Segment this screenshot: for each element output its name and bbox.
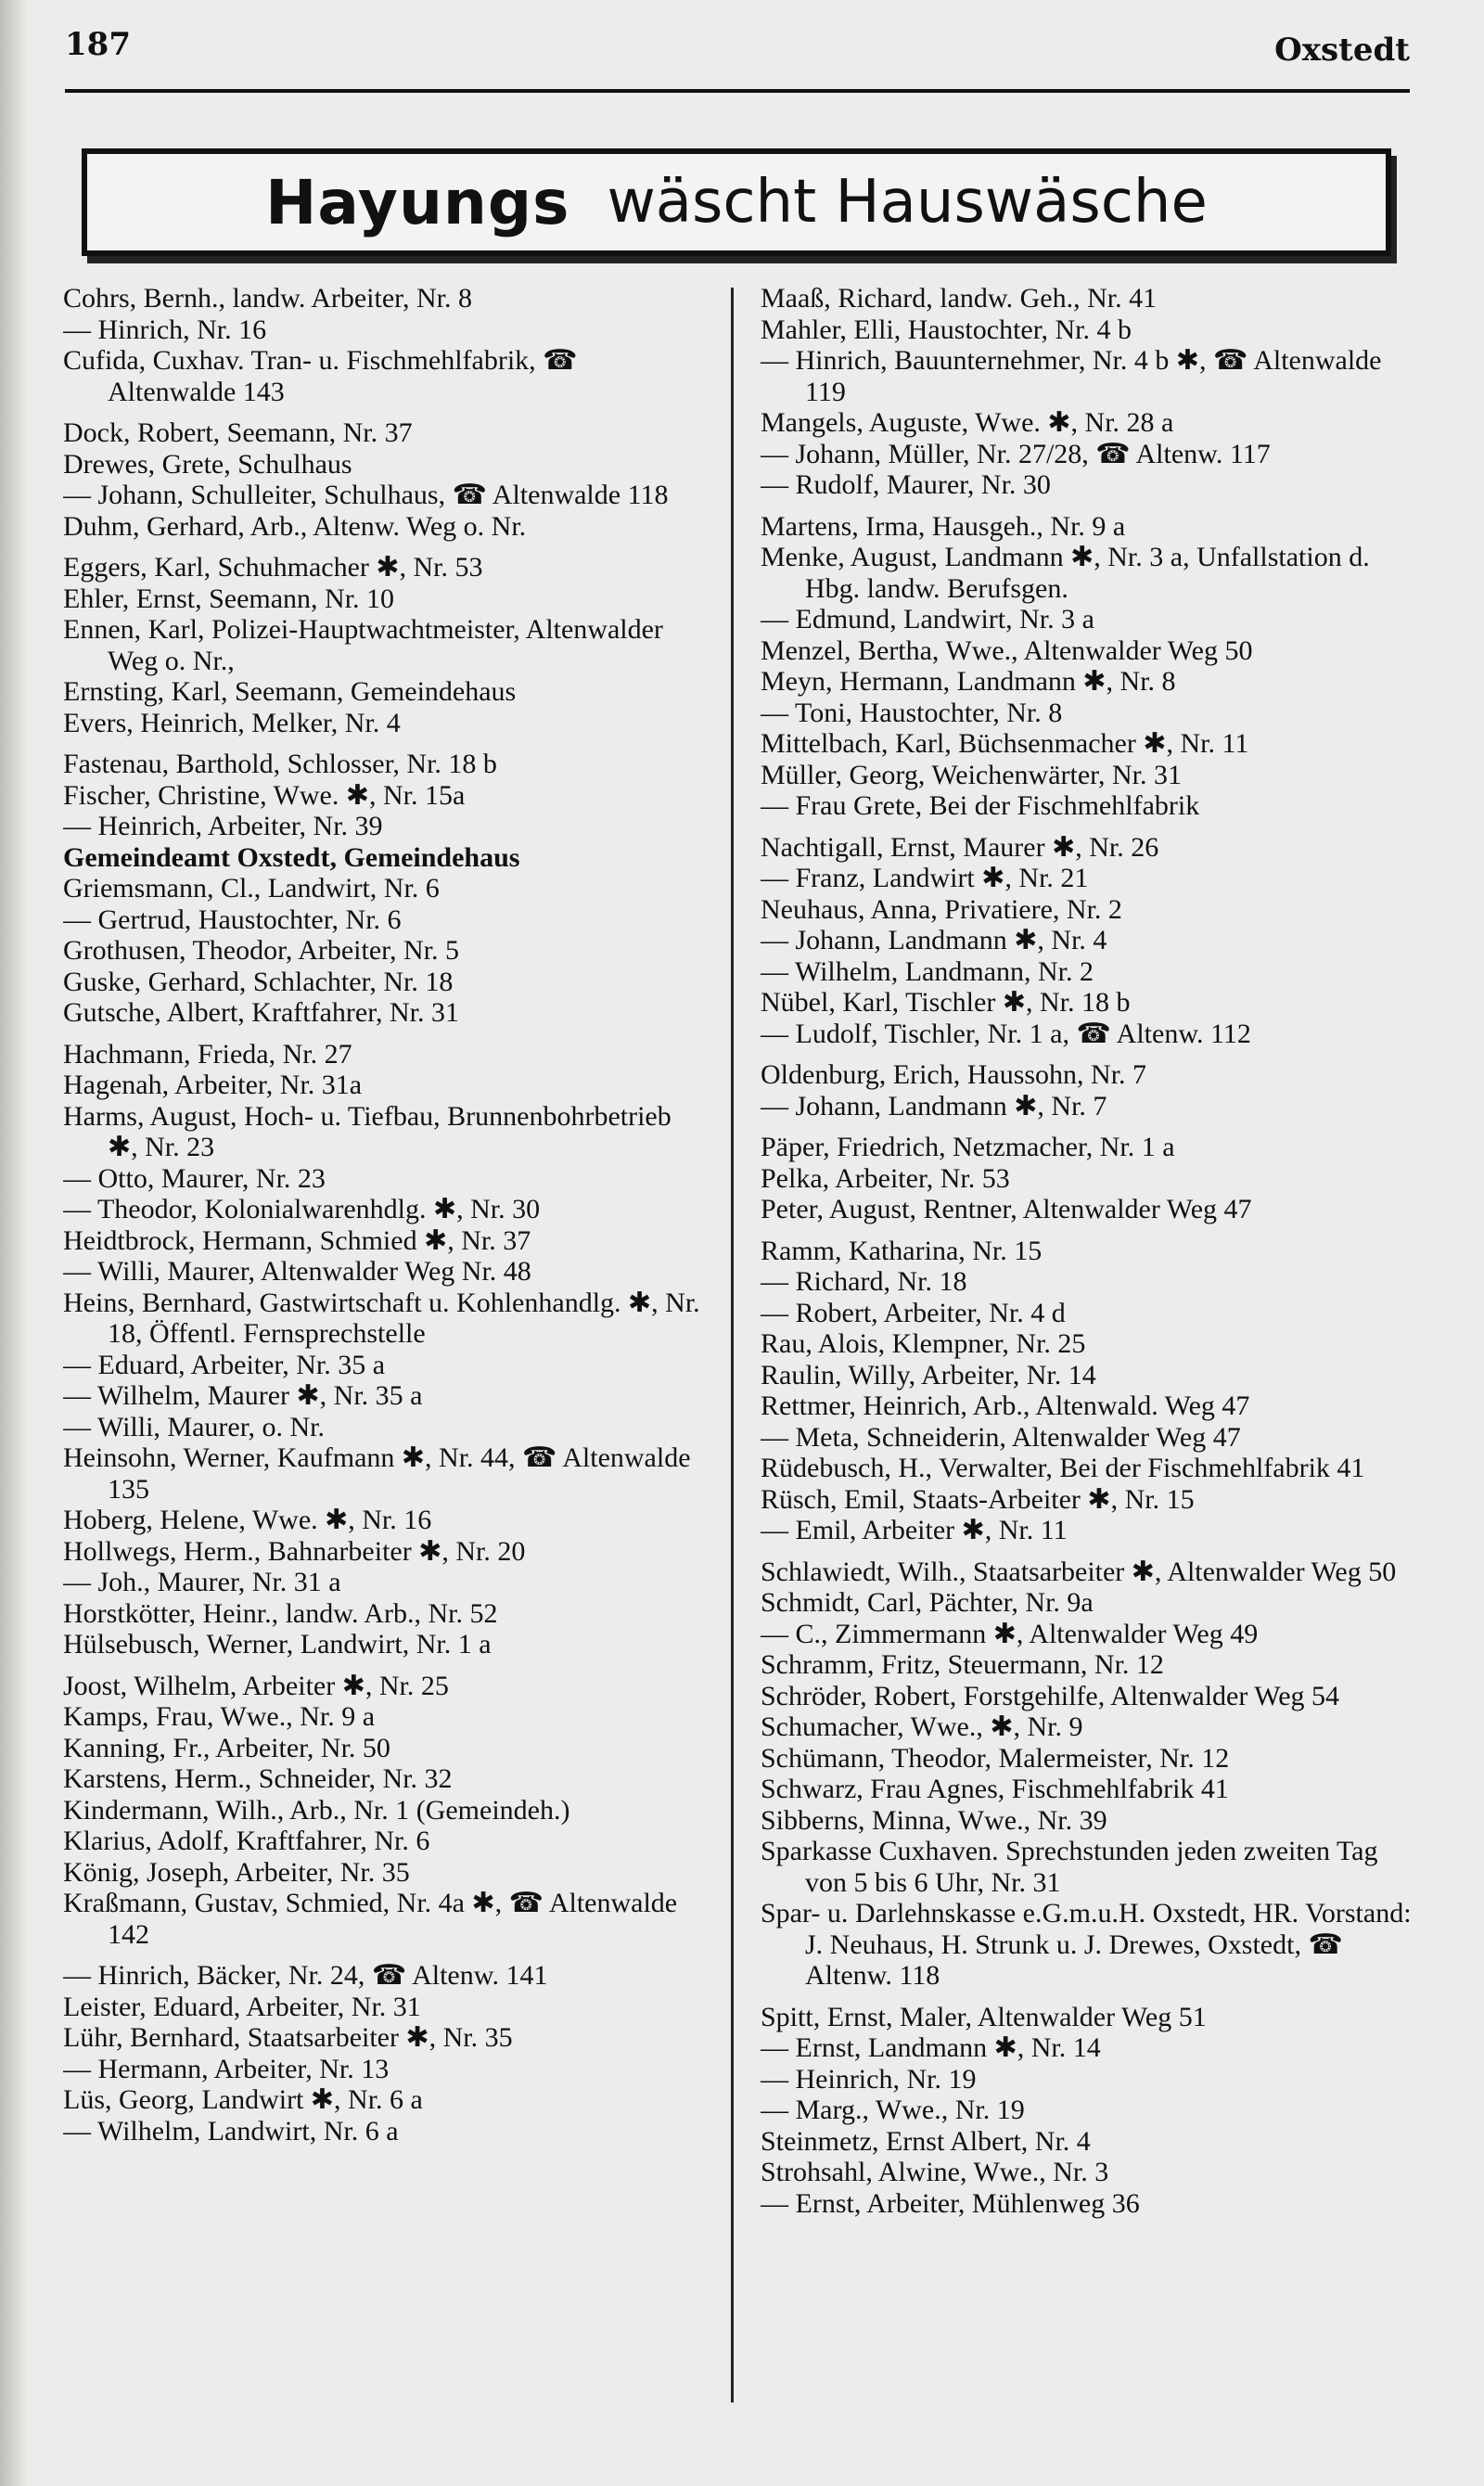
directory-entry: Hollwegs, Herm., Bahnarbeiter ✱, Nr. 20 — [63, 1535, 526, 1567]
directory-entry: Mittelbach, Karl, Büchsenmacher ✱, Nr. 11 — [761, 728, 1249, 759]
directory-entry: Guske, Gerhard, Schlachter, Nr. 18 — [63, 966, 454, 997]
directory-entry: — Hinrich, Bauunternehmer, Nr. 4 b ✱, ☎ Altenwalde 119 — [761, 345, 1382, 407]
directory-entry: — Wilhelm, Maurer ✱, Nr. 35 a — [63, 1380, 423, 1411]
directory-entry: Schramm, Fritz, Steuermann, Nr. 12 — [761, 1649, 1164, 1680]
directory-entry: Harms, August, Hoch- u. Tiefbau, Brunnenbohrbetrieb ✱, Nr. 23 — [63, 1100, 672, 1162]
directory-entry: — Johann, Müller, Nr. 27/28, ☎ Altenw. 117 — [761, 438, 1271, 469]
directory-entry: Kraßmann, Gustav, Schmied, Nr. 4a ✱, ☎ Altenwalde 142 — [63, 1888, 678, 1950]
directory-entry: Mangels, Auguste, Wwe. ✱, Nr. 28 a — [761, 407, 1174, 438]
directory-entry: — Willi, Maurer, o. Nr. — [63, 1411, 325, 1442]
directory-entry: Spar- u. Darlehnskasse e.G.m.u.H. Oxstedt, HR. Vorstand: J. Neuhaus, H. Strunk u. J. Drewes, Oxstedt, ☎ Altenw. 118 — [761, 1898, 1412, 1991]
directory-entry: — Franz, Landwirt ✱, Nr. 21 — [761, 863, 1089, 893]
advertisement-banner — [82, 148, 1391, 256]
directory-entry: Ernsting, Karl, Seemann, Gemeindehaus — [63, 676, 517, 707]
directory-entry: Lühr, Bernhard, Staatsarbeiter ✱, Nr. 35 — [63, 2022, 513, 2053]
directory-entry: — Heinrich, Arbeiter, Nr. 39 — [63, 811, 383, 841]
directory-entry: Hachmann, Frieda, Nr. 27 — [63, 1038, 352, 1070]
directory-entry: — Joh., Maurer, Nr. 31 a — [63, 1567, 341, 1597]
directory-entry: Schwarz, Frau Agnes, Fischmehlfabrik 41 — [761, 1774, 1229, 1804]
directory-entry: — Meta, Schneiderin, Altenwalder Weg 47 — [761, 1421, 1241, 1453]
directory-entry: Griemsmann, Cl., Landwirt, Nr. 6 — [63, 873, 440, 903]
directory-entry: Mahler, Elli, Haustochter, Nr. 4 b — [761, 314, 1132, 345]
directory-entry: — Robert, Arbeiter, Nr. 4 d — [761, 1297, 1066, 1328]
directory-entry: Müller, Georg, Weichenwärter, Nr. 31 — [761, 759, 1182, 790]
directory-entry: — Toni, Haustochter, Nr. 8 — [761, 697, 1063, 728]
directory-entry: — Theodor, Kolonialwarenhdlg. ✱, Nr. 30 — [63, 1194, 541, 1224]
directory-entry: Meyn, Hermann, Landmann ✱, Nr. 8 — [761, 666, 1176, 697]
directory-entry: Steinmetz, Ernst Albert, Nr. 4 — [761, 2125, 1091, 2157]
directory-entry: Strohsahl, Alwine, Wwe., Nr. 3 — [761, 2157, 1109, 2187]
directory-entry: Leister, Eduard, Arbeiter, Nr. 31 — [63, 1991, 421, 2022]
directory-entry: Raulin, Willy, Arbeiter, Nr. 14 — [761, 1359, 1096, 1390]
directory-entry: — Hermann, Arbeiter, Nr. 13 — [63, 2053, 390, 2084]
directory-entry: Joost, Wilhelm, Arbeiter ✱, Nr. 25 — [63, 1670, 449, 1701]
directory-entry: — Hinrich, Bäcker, Nr. 24, ☎ Altenw. 141 — [63, 1960, 548, 1991]
directory-entry: Päper, Friedrich, Netzmacher, Nr. 1 a — [761, 1132, 1175, 1162]
directory-entry: König, Joseph, Arbeiter, Nr. 35 — [63, 1856, 410, 1888]
directory-entry: Karstens, Herm., Schneider, Nr. 32 — [63, 1763, 453, 1794]
page-header — [65, 26, 1410, 74]
directory-entry: — Hinrich, Nr. 16 — [63, 314, 267, 345]
directory-entry: Fischer, Christine, Wwe. ✱, Nr. 15a — [63, 779, 466, 811]
left-column — [63, 283, 703, 2458]
directory-entry: Schumacher, Wwe., ✱, Nr. 9 — [761, 1711, 1083, 1742]
directory-entry: Eggers, Karl, Schuhmacher ✱, Nr. 53 — [63, 552, 483, 583]
directory-entry: Ennen, Karl, Polizei-Hauptwachtmeister, Altenwalder Weg o. Nr., — [63, 614, 663, 676]
column-divider — [731, 288, 734, 2403]
directory-entry: Kanning, Fr., Arbeiter, Nr. 50 — [63, 1732, 390, 1763]
directory-entry: Spitt, Ernst, Maler, Altenwalder Weg 51 — [761, 2001, 1207, 2032]
directory-entry: — C., Zimmermann ✱, Altenwalder Weg 49 — [761, 1618, 1259, 1649]
directory-entry: — Marg., Wwe., Nr. 19 — [761, 2095, 1025, 2125]
directory-entry: Martens, Irma, Hausgeh., Nr. 9 a — [761, 510, 1126, 542]
directory-entry: Klarius, Adolf, Kraftfahrer, Nr. 6 — [63, 1826, 430, 1856]
directory-entry: Kamps, Frau, Wwe., Nr. 9 a — [63, 1701, 376, 1732]
directory-entry: Rau, Alois, Klempner, Nr. 25 — [761, 1328, 1086, 1359]
page-number: 187 — [65, 26, 131, 63]
directory-entry: Lüs, Georg, Landwirt ✱, Nr. 6 a — [63, 2084, 423, 2115]
directory-entry: — Ernst, Landmann ✱, Nr. 14 — [761, 2032, 1101, 2063]
directory-entry: — Otto, Maurer, Nr. 23 — [63, 1162, 326, 1194]
directory-entry: — Gertrud, Haustochter, Nr. 6 — [63, 903, 402, 935]
directory-entry: Duhm, Gerhard, Arb., Altenw. Weg o. Nr. — [63, 510, 527, 542]
directory-entry: Schlawiedt, Wilh., Staatsarbeiter ✱, Altenwalder Weg 50 — [761, 1556, 1397, 1587]
directory-entry: Peter, August, Rentner, Altenwalder Weg 47 — [761, 1194, 1252, 1224]
directory-entry: Cohrs, Bernh., landw. Arbeiter, Nr. 8 — [63, 283, 472, 314]
directory-entry: — Frau Grete, Bei der Fischmehlfabrik — [761, 790, 1200, 821]
directory-entry: Oldenburg, Erich, Haussohn, Nr. 7 — [761, 1059, 1147, 1090]
directory-entry: Ehler, Ernst, Seemann, Nr. 10 — [63, 583, 395, 614]
directory-entry: Rüdebusch, H., Verwalter, Bei der Fischmehlfabrik 41 — [761, 1453, 1365, 1483]
directory-entry: Rettmer, Heinrich, Arb., Altenwald. Weg 47 — [761, 1390, 1250, 1421]
directory-entry: Schröder, Robert, Forstgehilfe, Altenwalder Weg 54 — [761, 1680, 1340, 1711]
directory-entry: Grothusen, Theodor, Arbeiter, Nr. 5 — [63, 935, 459, 966]
directory-entry: — Johann, Landmann ✱, Nr. 4 — [761, 925, 1107, 955]
directory-entry: Evers, Heinrich, Melker, Nr. 4 — [63, 707, 401, 738]
directory-entry: — Ernst, Arbeiter, Mühlenweg 36 — [761, 2187, 1140, 2219]
directory-entry: Fastenau, Barthold, Schlosser, Nr. 18 b — [63, 749, 497, 779]
running-head-place: Oxstedt — [1274, 32, 1410, 69]
directory-entry: Drewes, Grete, Schulhaus — [63, 448, 352, 480]
directory-entry: Hülsebusch, Werner, Landwirt, Nr. 1 a — [63, 1629, 492, 1659]
directory-entry: — Johann, Schulleiter, Schulhaus, ☎ Altenwalde 118 — [63, 480, 669, 510]
directory-entry: Maaß, Richard, landw. Geh., Nr. 41 — [761, 283, 1158, 314]
directory-entry: — Heinrich, Nr. 19 — [761, 2063, 977, 2095]
directory-entry: Menzel, Bertha, Wwe., Altenwalder Weg 50 — [761, 634, 1253, 666]
directory-entry: Cufida, Cuxhav. Tran- u. Fischmehlfabrik, ☎ Altenwalde 143 — [63, 345, 578, 407]
right-column — [761, 283, 1414, 2458]
advertisement-slogan: wäscht Hauswäsche — [607, 168, 1208, 237]
directory-entry: Heinsohn, Werner, Kaufmann ✱, Nr. 44, ☎ Altenwalde 135 — [63, 1442, 691, 1505]
directory-entry: — Wilhelm, Landwirt, Nr. 6 a — [63, 2115, 399, 2146]
scan-edge-shadow — [0, 0, 28, 2486]
directory-entry: — Ludolf, Tischler, Nr. 1 a, ☎ Altenw. 112 — [761, 1018, 1251, 1049]
directory-entry: — Rudolf, Maurer, Nr. 30 — [761, 469, 1051, 500]
directory-entry: — Eduard, Arbeiter, Nr. 35 a — [63, 1349, 386, 1380]
directory-entry: — Willi, Maurer, Altenwalder Weg Nr. 48 — [63, 1256, 531, 1287]
directory-entry: — Richard, Nr. 18 — [761, 1266, 967, 1297]
directory-entry: Hoberg, Helene, Wwe. ✱, Nr. 16 — [63, 1505, 432, 1535]
directory-entry: Horstkötter, Heinr., landw. Arb., Nr. 52 — [63, 1597, 498, 1629]
directory-entry: Pelka, Arbeiter, Nr. 53 — [761, 1162, 1010, 1194]
directory-entry: — Emil, Arbeiter ✱, Nr. 11 — [761, 1515, 1068, 1545]
directory-entry: Dock, Robert, Seemann, Nr. 37 — [63, 417, 413, 448]
directory-entry: Ramm, Katharina, Nr. 15 — [761, 1235, 1043, 1266]
header-rule — [65, 89, 1410, 93]
directory-entry: — Wilhelm, Landmann, Nr. 2 — [761, 955, 1094, 987]
directory-entry: Nübel, Karl, Tischler ✱, Nr. 18 b — [761, 987, 1131, 1018]
directory-entry: Rüsch, Emil, Staats-Arbeiter ✱, Nr. 15 — [761, 1483, 1195, 1515]
directory-entry: Schümann, Theodor, Malermeister, Nr. 12 — [761, 1742, 1230, 1774]
directory-entry: Sibberns, Minna, Wwe., Nr. 39 — [761, 1804, 1107, 1836]
directory-entry: Neuhaus, Anna, Privatiere, Nr. 2 — [761, 893, 1122, 925]
directory-entry: Hagenah, Arbeiter, Nr. 31a — [63, 1070, 363, 1100]
directory-entry: Gutsche, Albert, Kraftfahrer, Nr. 31 — [63, 997, 459, 1028]
directory-entry: Nachtigall, Ernst, Maurer ✱, Nr. 26 — [761, 831, 1159, 863]
directory-entry: Menke, August, Landmann ✱, Nr. 3 a, Unfallstation d. Hbg. landw. Berufsgen. — [761, 542, 1370, 604]
directory-entry: Kindermann, Wilh., Arb., Nr. 1 (Gemeindeh.) — [63, 1794, 570, 1826]
directory-entry: Gemeindeamt Oxstedt, Gemeindehaus — [63, 841, 520, 873]
directory-entry: — Edmund, Landwirt, Nr. 3 a — [761, 604, 1094, 634]
directory-entry: Heins, Bernhard, Gastwirtschaft u. Kohlenhandlg. ✱, Nr. 18, Öffentl. Fernsprechstelle — [63, 1287, 700, 1349]
directory-entry: Sparkasse Cuxhaven. Sprechstunden jeden zweiten Tag von 5 bis 6 Uhr, Nr. 31 — [761, 1836, 1378, 1898]
advertisement-brand: Hayungs — [265, 166, 570, 238]
directory-entry: Schmidt, Carl, Pächter, Nr. 9a — [761, 1587, 1094, 1618]
directory-entry: — Johann, Landmann ✱, Nr. 7 — [761, 1090, 1107, 1121]
directory-entry: Heidtbrock, Hermann, Schmied ✱, Nr. 37 — [63, 1224, 531, 1256]
